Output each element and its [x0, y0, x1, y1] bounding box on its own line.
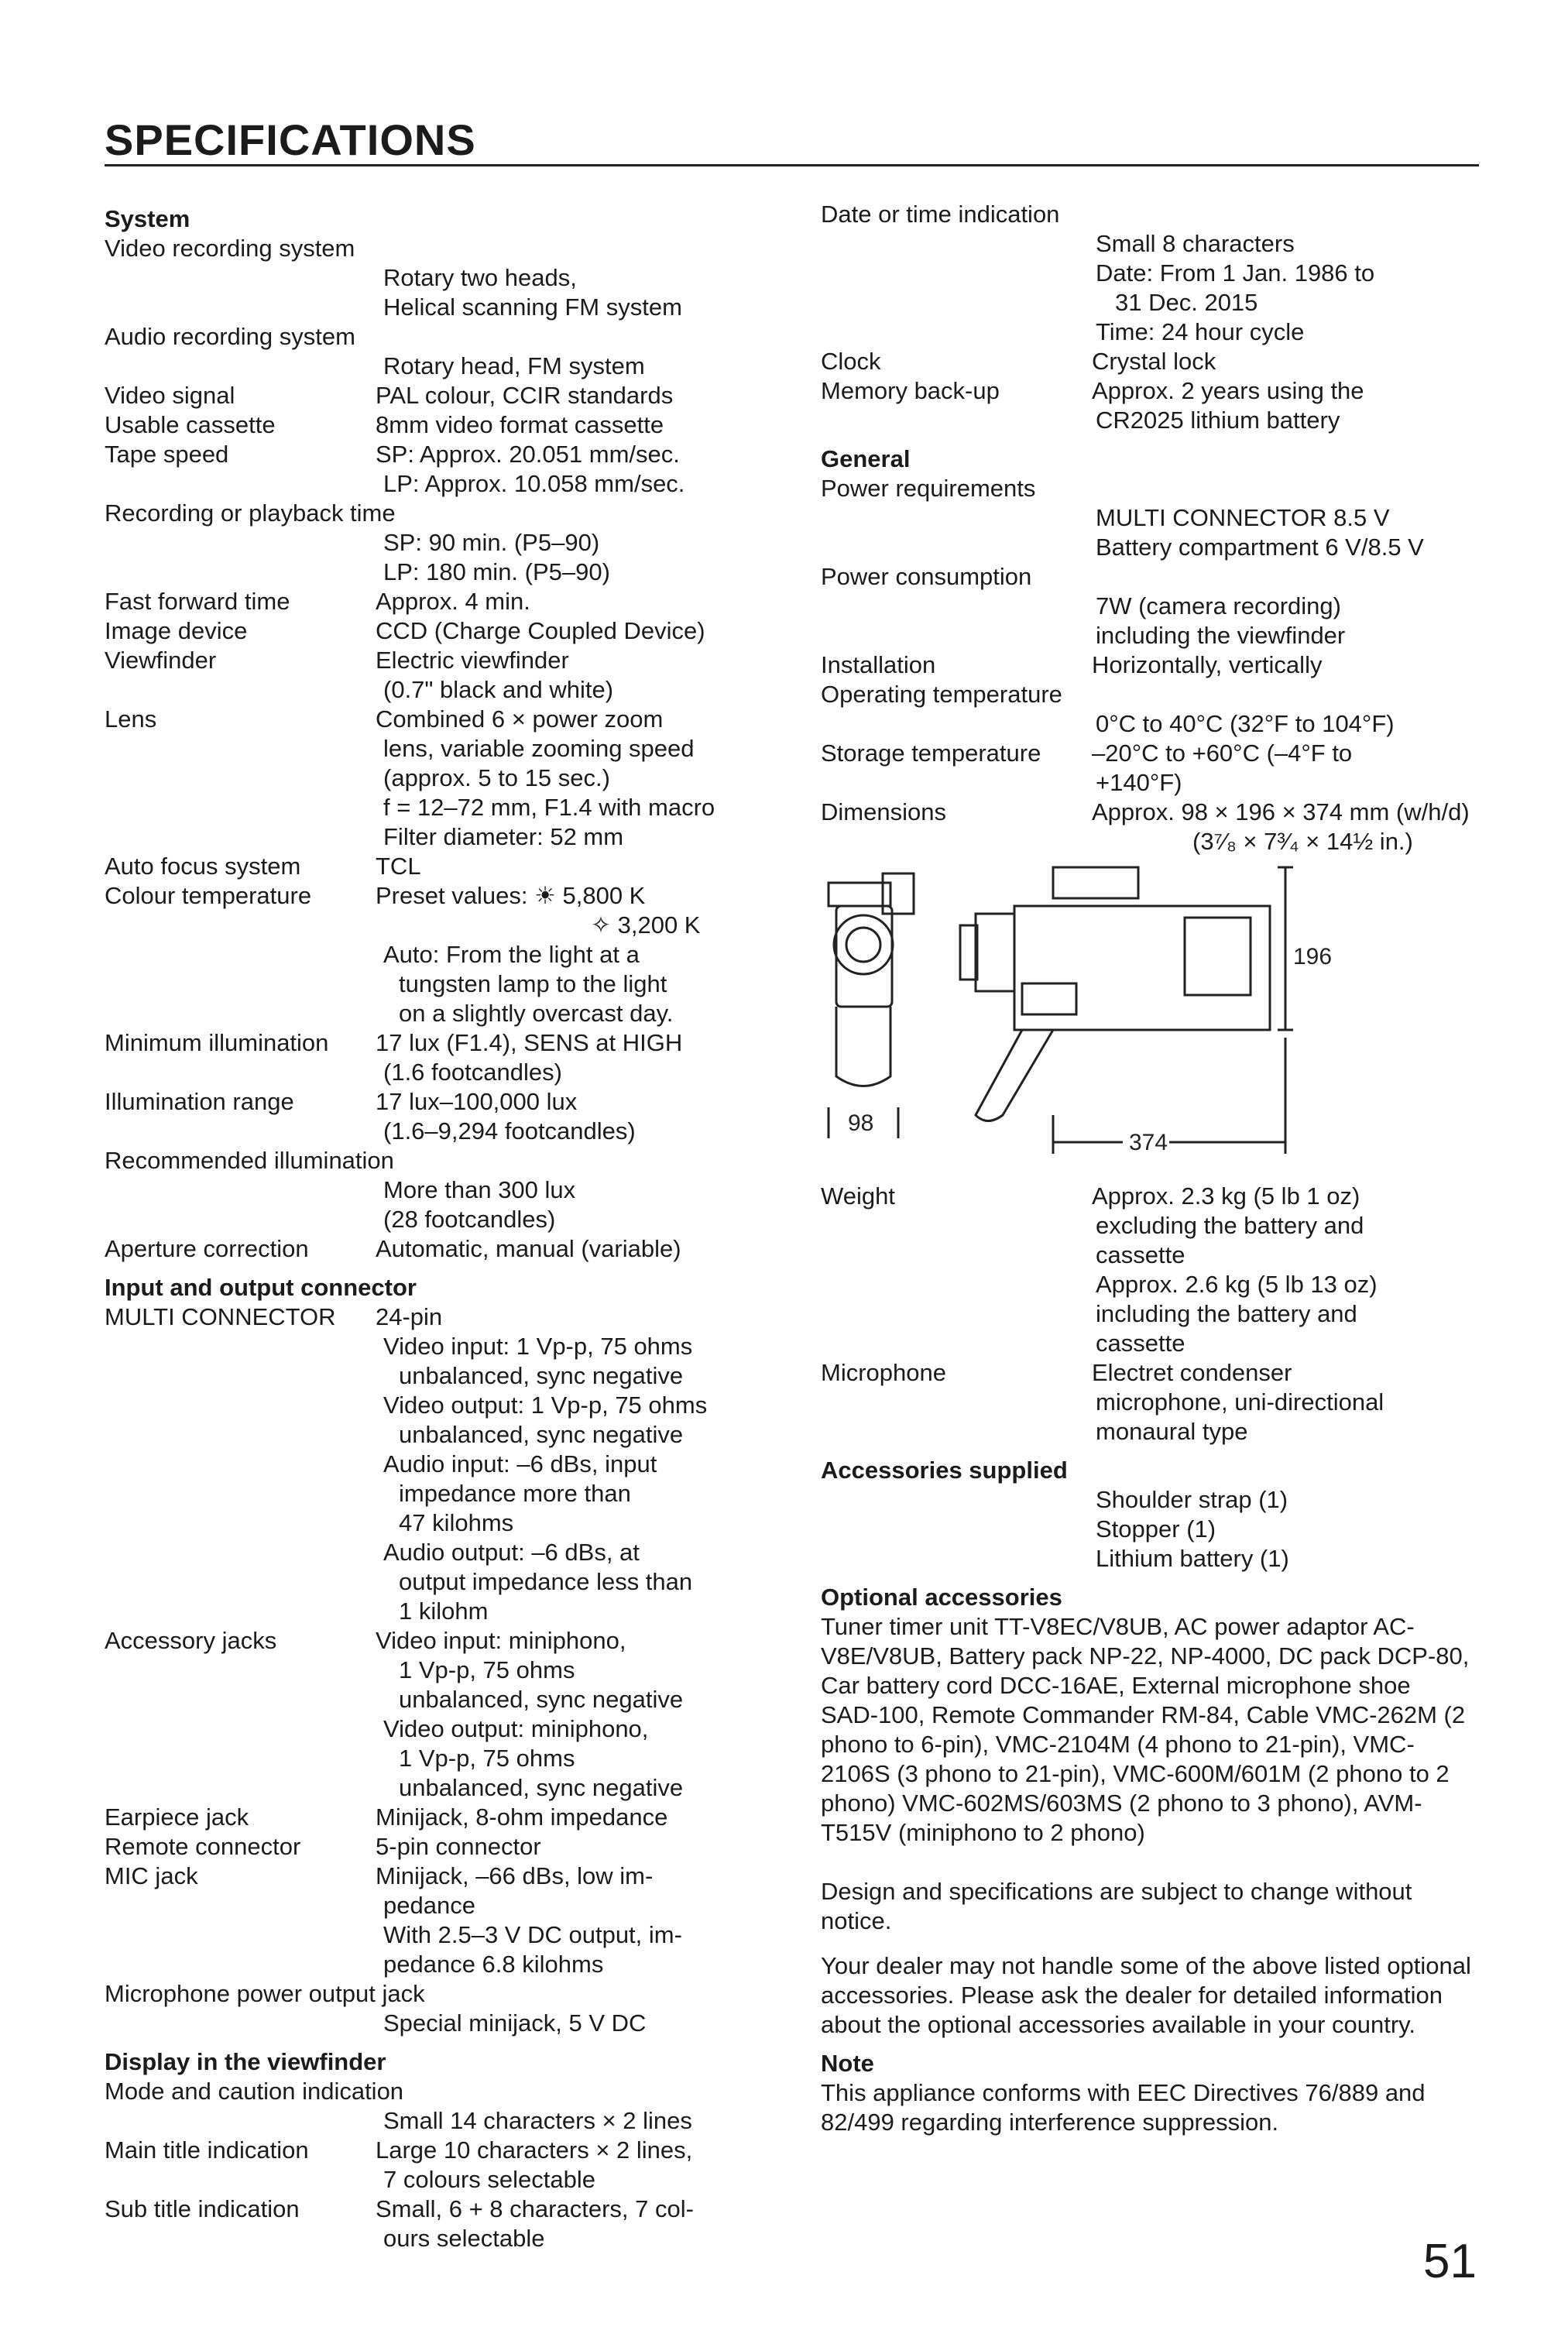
usable-cassette-label: Usable cassette — [105, 411, 276, 438]
main-title-label: Main title indication — [105, 2136, 309, 2164]
multi-connector-value: unbalanced, sync negative — [399, 1421, 684, 1448]
mic-jack-value: pedance — [383, 1892, 475, 1919]
left-column — [105, 204, 786, 2253]
accessory-item: Shoulder strap (1) — [1096, 1486, 1288, 1513]
viewfinder-value: Electric viewfinder — [376, 647, 569, 674]
af-value: TCL — [376, 853, 421, 880]
multi-connector-value: 1 kilohm — [399, 1597, 489, 1625]
weight-value: cassette — [1096, 1241, 1185, 1268]
colour-temp-value: tungsten lamp to the light — [399, 970, 667, 997]
lens-value: Combined 6 × power zoom — [376, 705, 664, 733]
sub-title-value: ours selectable — [383, 2225, 545, 2252]
spec-row — [105, 616, 786, 646]
lens-value: Filter diameter: 52 mm — [383, 823, 624, 850]
side-cassette-door — [1185, 918, 1251, 995]
mic-power-value: Special minijack, 5 V DC — [383, 2009, 647, 2037]
accessory-jacks-value: 1 Vp-p, 75 ohms — [399, 1656, 575, 1683]
spec-row — [105, 1626, 786, 1656]
side-lens — [976, 914, 1014, 991]
height-dimension-label: 196 — [1293, 944, 1333, 969]
camera-drawing — [821, 860, 1502, 1177]
dealer-notice: Your dealer may not handle some of the above listed optional accessories. Please ask the dealer for detailed information about the optional accessories available in your country. — [821, 1952, 1471, 2038]
mic-jack-value: With 2.5–3 V DC output, im- — [383, 1921, 682, 1948]
side-control-panel — [1022, 983, 1076, 1014]
general-heading: General — [821, 445, 911, 472]
af-label: Auto focus system — [105, 853, 301, 880]
multi-connector-value: Audio input: –6 dBs, input — [383, 1450, 657, 1477]
op-temp-label: Operating temperature — [821, 681, 1062, 708]
accessory-jacks-value: 1 Vp-p, 75 ohms — [399, 1745, 575, 1772]
rec-play-value: LP: 180 min. (P5–90) — [383, 558, 610, 585]
accessory-jacks-value: unbalanced, sync negative — [399, 1686, 684, 1713]
spacer — [821, 2040, 1502, 2049]
main-title-value: 7 colours selectable — [383, 2166, 595, 2193]
spec-row — [105, 881, 786, 911]
spec-row — [105, 381, 786, 410]
colour-temp-label: Colour temperature — [105, 882, 312, 909]
audio-rec-value: Rotary head, FM system — [383, 352, 645, 379]
power-req-value: MULTI CONNECTOR 8.5 V — [1096, 504, 1390, 531]
storage-temp-value: –20°C to +60°C (–4°F to — [1092, 740, 1353, 767]
viewfinder-label: Viewfinder — [105, 647, 217, 674]
lens-label: Lens — [105, 705, 157, 733]
accessories-supplied-heading: Accessories supplied — [821, 1457, 1068, 1484]
video-signal-value: PAL colour, CCIR standards — [376, 382, 674, 409]
accessory-item: Stopper (1) — [1096, 1515, 1216, 1543]
front-lens-outer — [834, 915, 893, 974]
spec-row — [821, 650, 1502, 680]
colour-temp-value — [376, 881, 786, 911]
rec-illum-value: (28 footcandles) — [383, 1206, 556, 1233]
colour-temp-value — [105, 911, 786, 940]
remote-label: Remote connector — [105, 1833, 301, 1860]
spacer — [821, 1936, 1502, 1951]
rec-illum-label: Recommended illumination — [105, 1147, 394, 1174]
mic-power-label: Microphone power output jack — [105, 1980, 425, 2007]
weight-value: excluding the battery and — [1096, 1212, 1364, 1239]
colour-temp-value: Auto: From the light at a — [383, 941, 640, 968]
preset-tungsten: 3,200 K — [617, 911, 701, 939]
clock-label: Clock — [821, 348, 881, 375]
preset-values-text: Preset values: — [376, 882, 528, 909]
power-cons-label: Power consumption — [821, 563, 1032, 590]
spec-row — [821, 376, 1502, 406]
spec-row — [105, 646, 786, 675]
system-heading: System — [105, 205, 190, 232]
spec-row — [821, 1358, 1502, 1388]
ff-label: Fast forward time — [105, 588, 290, 615]
date-value: Small 8 characters — [1096, 230, 1295, 257]
spec-row — [821, 347, 1502, 376]
spec-row — [105, 1302, 786, 1332]
earpiece-label: Earpiece jack — [105, 1803, 249, 1831]
dimensions-value: (3⁷⁄₈ × 7³⁄₄ × 14½ in.) — [1192, 828, 1413, 855]
multi-connector-value: Audio output: –6 dBs, at — [383, 1539, 640, 1566]
spec-row — [821, 798, 1502, 827]
multi-connector-value: Video output: 1 Vp-p, 75 ohms — [383, 1392, 708, 1419]
aperture-label: Aperture correction — [105, 1235, 309, 1262]
power-req-label: Power requirements — [821, 475, 1036, 502]
microphone-value: microphone, uni-directional — [1096, 1388, 1384, 1416]
spec-row — [105, 587, 786, 616]
usable-cassette-value: 8mm video format cassette — [376, 411, 664, 438]
multi-connector-value: output impedance less than — [399, 1568, 693, 1595]
illum-range-value: 17 lux–100,000 lux — [376, 1088, 578, 1115]
date-value: Date: From 1 Jan. 1986 to — [1096, 259, 1375, 287]
dimensions-value: Approx. 98 × 196 × 374 mm (w/h/d) — [1092, 798, 1470, 825]
power-cons-value: including the viewfinder — [1096, 622, 1346, 649]
tape-speed-label: Tape speed — [105, 441, 229, 468]
microphone-value: monaural type — [1096, 1418, 1248, 1445]
memory-value: Approx. 2 years using the — [1092, 377, 1364, 404]
spec-row — [105, 1028, 786, 1058]
spec-row — [105, 410, 786, 440]
weight-value: including the battery and — [1096, 1300, 1357, 1327]
earpiece-value: Minijack, 8-ohm impedance — [376, 1803, 668, 1831]
mode-value: Small 14 characters × 2 lines — [383, 2107, 692, 2134]
sub-title-value: Small, 6 + 8 characters, 7 col- — [376, 2195, 694, 2222]
page-number: 51 — [1423, 2235, 1477, 2288]
lamp-icon: ✧ — [591, 911, 611, 939]
optional-accessories-text: Tuner timer unit TT-V8EC/V8UB, AC power adaptor AC-V8E/V8UB, Battery pack NP-22, NP-4000, DC pack DCP-80, Car battery cord DCC-16AE, External microphone shoe SAD-100, Remote Commander RM-84, Cable VMC-262M (2 phono to 6-pin), VMC-2104M (4 phono to 21-pin), VMC-2106S (3 phono to 21-pin), VMC-600M/601M (2 phono to 2 phono) VMC-602MS/603MS (2 phono to 3 phono), AVM-T515V (miniphono to 2 phono) — [821, 1613, 1470, 1846]
spec-row — [105, 440, 786, 469]
mode-label: Mode and caution indication — [105, 2078, 404, 2105]
min-illum-value: 17 lux (F1.4), SENS at HIGH — [376, 1029, 683, 1056]
title-rule — [105, 164, 1479, 166]
spec-row — [821, 1182, 1502, 1211]
date-label: Date or time indication — [821, 201, 1060, 228]
side-body — [1014, 906, 1270, 1030]
microphone-label: Microphone — [821, 1359, 946, 1386]
display-heading: Display in the viewfinder — [105, 2048, 386, 2075]
illum-range-value: (1.6–9,294 footcandles) — [383, 1117, 636, 1144]
power-req-value: Battery compartment 6 V/8.5 V — [1096, 534, 1424, 561]
memory-value: CR2025 lithium battery — [1096, 407, 1340, 434]
weight-value: Approx. 2.3 kg (5 lb 1 oz) — [1092, 1182, 1360, 1210]
multi-connector-label: MULTI CONNECTOR — [105, 1303, 336, 1330]
accessory-jacks-value: unbalanced, sync negative — [399, 1774, 684, 1801]
multi-connector-value: 24-pin — [376, 1303, 443, 1330]
aperture-value: Automatic, manual (variable) — [376, 1235, 681, 1262]
accessory-jacks-value: Video input: miniphono, — [376, 1627, 626, 1654]
remote-value: 5-pin connector — [376, 1833, 541, 1860]
depth-dimension-label: 374 — [1129, 1130, 1168, 1155]
date-value: Time: 24 hour cycle — [1096, 318, 1305, 345]
main-title-value: Large 10 characters × 2 lines, — [376, 2136, 693, 2164]
sub-title-label: Sub title indication — [105, 2195, 300, 2222]
weight-value: Approx. 2.6 kg (5 lb 13 oz) — [1096, 1271, 1378, 1298]
installation-label: Installation — [821, 651, 936, 678]
note-heading: Note — [821, 2050, 874, 2077]
accessory-item: Lithium battery (1) — [1096, 1545, 1289, 1572]
rec-play-value: SP: 90 min. (P5–90) — [383, 529, 600, 556]
accessory-jacks-value: Video output: miniphono, — [383, 1715, 649, 1742]
optional-accessories-heading: Optional accessories — [821, 1584, 1062, 1611]
microphone-value: Electret condenser — [1092, 1359, 1292, 1386]
storage-temp-value: +140°F) — [1096, 769, 1182, 796]
front-grip — [836, 1007, 890, 1086]
page-title: SPECIFICATIONS — [105, 115, 476, 164]
spec-row — [105, 852, 786, 881]
side-grip — [976, 1030, 1053, 1121]
width-dimension-label: 98 — [848, 1110, 874, 1136]
ff-value: Approx. 4 min. — [376, 588, 530, 615]
front-lens-inner — [846, 928, 880, 962]
spec-row — [105, 1234, 786, 1264]
front-viewfinder-eyepiece — [883, 873, 914, 914]
video-rec-label: Video recording system — [105, 235, 355, 262]
tape-speed-value: SP: Approx. 20.051 mm/sec. — [376, 441, 680, 468]
mic-jack-value: pedance 6.8 kilohms — [383, 1951, 604, 1978]
image-device-label: Image device — [105, 617, 248, 644]
lens-value: lens, variable zooming speed — [383, 735, 695, 762]
storage-temp-label: Storage temperature — [821, 740, 1041, 767]
min-illum-value: (1.6 footcandles) — [383, 1059, 562, 1086]
date-value: 31 Dec. 2015 — [1115, 289, 1258, 316]
spec-row — [105, 1087, 786, 1117]
colour-temp-value: on a slightly overcast day. — [399, 1000, 674, 1027]
clock-value: Crystal lock — [1092, 348, 1216, 375]
spec-row — [105, 2136, 786, 2165]
rec-illum-value: More than 300 lux — [383, 1176, 576, 1203]
io-heading: Input and output connector — [105, 1274, 417, 1301]
rec-play-label: Recording or playback time — [105, 499, 396, 527]
weight-value: cassette — [1096, 1330, 1185, 1357]
design-notice: Design and specifications are subject to change without notice. — [821, 1878, 1412, 1934]
mic-jack-value: Minijack, –66 dBs, low im- — [376, 1862, 654, 1889]
viewfinder-value: (0.7" black and white) — [383, 676, 614, 703]
spec-row — [821, 739, 1502, 768]
video-rec-value: Rotary two heads, — [383, 264, 577, 291]
audio-rec-label: Audio recording system — [105, 323, 355, 350]
camera-dimension-illustration — [821, 860, 1502, 1177]
multi-connector-value: unbalanced, sync negative — [399, 1362, 684, 1389]
power-cons-value: 7W (camera recording) — [1096, 592, 1341, 619]
spec-row — [105, 1803, 786, 1832]
front-viewfinder-arm — [829, 883, 890, 906]
spacer — [821, 1848, 1502, 1877]
min-illum-label: Minimum illumination — [105, 1029, 329, 1056]
accessory-jacks-label: Accessory jacks — [105, 1627, 277, 1654]
spec-row — [105, 2195, 786, 2224]
right-column — [821, 200, 1502, 2137]
spec-row — [105, 1862, 786, 1891]
preset-daylight: 5,800 K — [562, 882, 646, 909]
memory-label: Memory back-up — [821, 377, 1000, 404]
side-viewfinder — [1053, 867, 1138, 898]
op-temp-value: 0°C to 40°C (32°F to 104°F) — [1096, 710, 1395, 737]
weight-label: Weight — [821, 1182, 895, 1210]
installation-value: Horizontally, vertically — [1092, 651, 1323, 678]
lens-value: (approx. 5 to 15 sec.) — [383, 764, 610, 791]
multi-connector-value: Video input: 1 Vp-p, 75 ohms — [383, 1333, 693, 1360]
image-device-value: CCD (Charge Coupled Device) — [376, 617, 705, 644]
multi-connector-value: 47 kilohms — [399, 1509, 514, 1536]
lens-value: f = 12–72 mm, F1.4 with macro — [383, 794, 715, 821]
video-rec-value: Helical scanning FM system — [383, 293, 682, 321]
tape-speed-value: LP: Approx. 10.058 mm/sec. — [383, 470, 685, 497]
video-signal-label: Video signal — [105, 382, 235, 409]
spec-row — [105, 705, 786, 734]
mic-jack-label: MIC jack — [105, 1862, 198, 1889]
sun-icon: ☀ — [534, 882, 556, 909]
note-text: This appliance conforms with EEC Directives 76/889 and 82/499 regarding interference suppression. — [821, 2079, 1426, 2136]
illum-range-label: Illumination range — [105, 1088, 294, 1115]
multi-connector-value: impedance more than — [399, 1480, 631, 1507]
spec-row — [105, 1832, 786, 1862]
dimensions-label: Dimensions — [821, 798, 946, 825]
